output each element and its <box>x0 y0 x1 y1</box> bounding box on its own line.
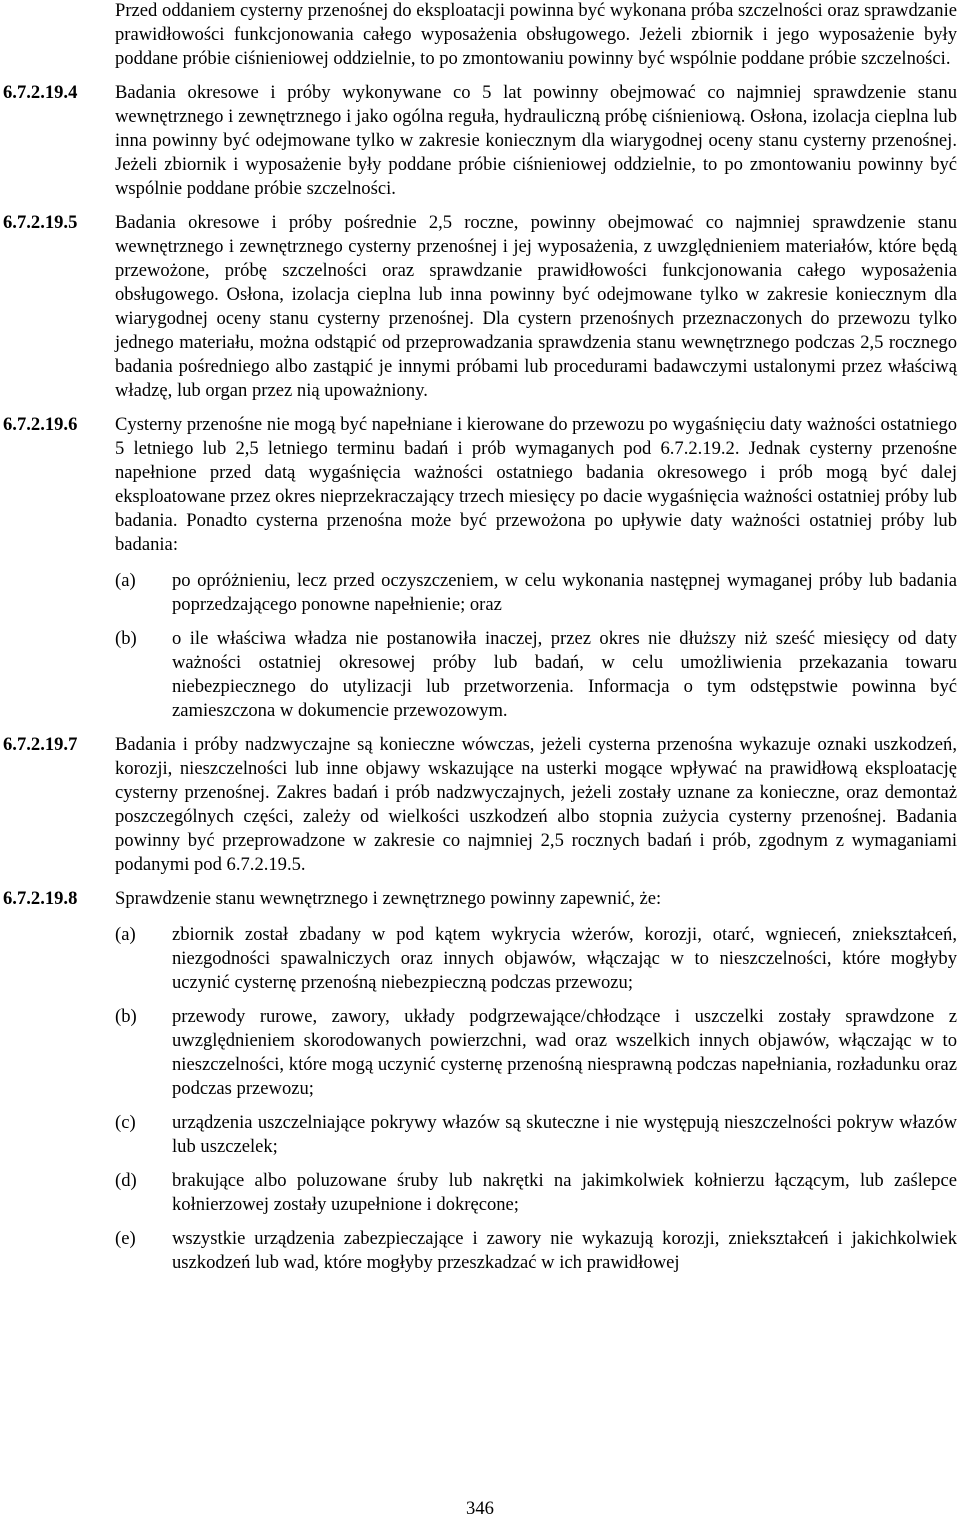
list-item-text: o ile właściwa władza nie postanowiła inaczej, przez okres nie dłuższy niż sześć miesięcy od daty ważności ostatniej okresowej próby lub badań, w celu umożliwienia przekazania towaru niebezpiecznego do utylizacji lub przetworzenia. Informacja o tym odstępstwie powinna być zamieszczona w dokumencie przewozowym. <box>172 628 957 721</box>
list-item-label: (b) <box>115 628 137 649</box>
section-6-7-2-19-5 <box>0 211 960 403</box>
list-item-label: (d) <box>115 1170 137 1191</box>
page-number: 346 <box>466 1498 494 1519</box>
section-text: Badania i próby nadzwyczajne są konieczne wówczas, jeżeli cysterna przenośna wykazuje oznaki uszkodzeń, korozji, nieszczelności lub inne objawy wskazujące na usterki mogące wpływać na prawidłową eksploatację cysterny przenośnej. Zakres badań i prób nadzwyczajnych, jeżeli zostały uznane za konieczne, oraz demontaż poszczególnych części, zależy od wielkości uszkodzeń albo stopnia zużycia cysterny przenośnej. Badania powinny być przeprowadzone w zakresie co najmniej 2,5 rocznych badań i prób, zgodnym z wymaganiami podanymi pod 6.7.2.19.5. <box>115 734 957 875</box>
section-text: Badania okresowe i próby pośrednie 2,5 roczne, powinny obejmować co najmniej sprawdzenie stanu wewnętrznego i zewnętrznego cysterny przenośnej i jej wyposażenia, z uwzględnieniem materiałów, które będą przewożone, próbę szczelności oraz sprawdzanie prawidłowości funkcjonowania całego wyposażenia obsługowego. Osłona, izolacja cieplna lub inna powinny być odejmowane tylko w zakresie koniecznym dla wiarygodnej oceny stanu cysterny przenośnej. Dla cystern przenośnych przeznaczonych do przewozu tylko jednego materiału, można odstąpić od przeprowadzania sprawdzenia stanu wewnętrznego podczas 2,5 rocznego badania pośredniego albo zastąpić je innymi próbami lub procedurami badawczymi ustalonymi przez właściwą władzę, lub organ przez nią upoważniony. <box>115 212 957 401</box>
list-item-d <box>115 1169 957 1217</box>
section-6-7-2-19-4 <box>0 81 960 201</box>
list-item-label: (a) <box>115 570 136 591</box>
list-item-text: przewody rurowe, zawory, układy podgrzewające/chłodzące i uszczelki zostały sprawdzone z uwzględnieniem skorodowanych powierzchni, wad oraz wszelkich innych objawów, włączając w to nieszczelności, które mogą uczynić cysternę przenośną niesprawną podczas napełniania, rozładunku oraz podczas przewozu; <box>172 1006 957 1099</box>
list-item-c <box>115 1111 957 1159</box>
section-text: Cysterny przenośne nie mogą być napełniane i kierowane do przewozu po wygaśnięciu daty ważności ostatniego 5 letniego lub 2,5 letniego terminu badań i prób wymaganych pod 6.7.2.19.2. Jednak cysterny przenośne napełnione przed datą wygaśnięcia ważności ostatniego badania okresowego i prób mogą być dalej eksploatowane przez okres nieprzekraczający trzech miesięcy po dacie wygaśnięcia ważności ostatniej próby lub badania. Ponadto cysterna przenośna może być przewożona po upływie daty ważności ostatniej próby lub badania: <box>115 414 957 555</box>
list-item-text: zbiornik został zbadany w pod kątem wykrycia wżerów, korozji, otarć, wgnieceń, zniekształceń, niezgodności spawalniczych oraz innych objawów, włączając w to nieszczelności, które mogłyby uczynić cysternę przenośną niebezpieczną podczas przewozu; <box>172 924 957 993</box>
list-item-label: (e) <box>115 1228 136 1249</box>
section-text: Sprawdzenie stanu wewnętrznego i zewnętrznego powinny zapewnić, że: <box>115 888 662 909</box>
list-item-a <box>115 569 957 617</box>
list-item-label: (a) <box>115 924 136 945</box>
intro-paragraph <box>0 0 960 71</box>
list-item-text: po opróżnieniu, lecz przed oczyszczeniem, w celu wykonania następnej wymaganej próby lub badania poprzedzającego ponowne napełnienie; oraz <box>172 570 957 615</box>
section-number: 6.7.2.19.6 <box>3 414 78 435</box>
section-6-7-2-19-7 <box>0 733 960 877</box>
section-number: 6.7.2.19.4 <box>3 82 78 103</box>
list-item-text: brakujące albo poluzowane śruby lub nakrętki na jakimkolwiek kołnierzu łączącym, lub zaślepce kołnierzowej zostały uzupełnione i dokręcone; <box>172 1170 957 1215</box>
list-item-b <box>115 1005 957 1101</box>
list-item-e <box>115 1227 957 1275</box>
list-item-text: wszystkie urządzenia zabezpieczające i zawory nie wykazują korozji, zniekształceń i jakichkolwiek uszkodzeń lub wad, które mogłyby przeszkadzać w ich prawidłowej <box>172 1228 957 1273</box>
list-item-label: (c) <box>115 1112 136 1133</box>
list-item-b <box>115 627 957 723</box>
intro-text: Przed oddaniem cysterny przenośnej do eksploatacji powinna być wykonana próba szczelności oraz sprawdzanie prawidłowości funkcjonowania całego wyposażenia obsługowego. Jeżeli zbiornik i jego wyposażenie były poddane próbie ciśnieniowej oddzielnie, to po zmontowaniu powinny być wspólnie poddane próbie szczelności. <box>115 0 957 69</box>
section-6-7-2-19-8 <box>0 887 960 1275</box>
section-6-7-2-19-6 <box>0 413 960 723</box>
section-text: Badania okresowe i próby wykonywane co 5 lat powinny obejmować co najmniej sprawdzenie stanu wewnętrznego i zewnętrznego i jako ogólna reguła, hydrauliczną próbę ciśnieniową. Osłona, izolacja cieplna lub inna powinny być odejmowane tylko w zakresie koniecznym dla wiarygodnej oceny stanu cysterny przenośnej. Jeżeli zbiornik i wyposażenie były poddane próbie ciśnieniowej oddzielnie, to po zmontowaniu powinny być wspólnie poddane próbie szczelności. <box>115 82 957 199</box>
list-item-a <box>115 923 957 995</box>
list-item-text: urządzenia uszczelniające pokrywy włazów są skuteczne i nie występują nieszczelności pokryw włazów lub uszczelek; <box>172 1112 957 1157</box>
section-number: 6.7.2.19.7 <box>3 734 78 755</box>
list-item-label: (b) <box>115 1006 137 1027</box>
section-number: 6.7.2.19.8 <box>3 888 78 909</box>
section-number: 6.7.2.19.5 <box>3 212 78 233</box>
